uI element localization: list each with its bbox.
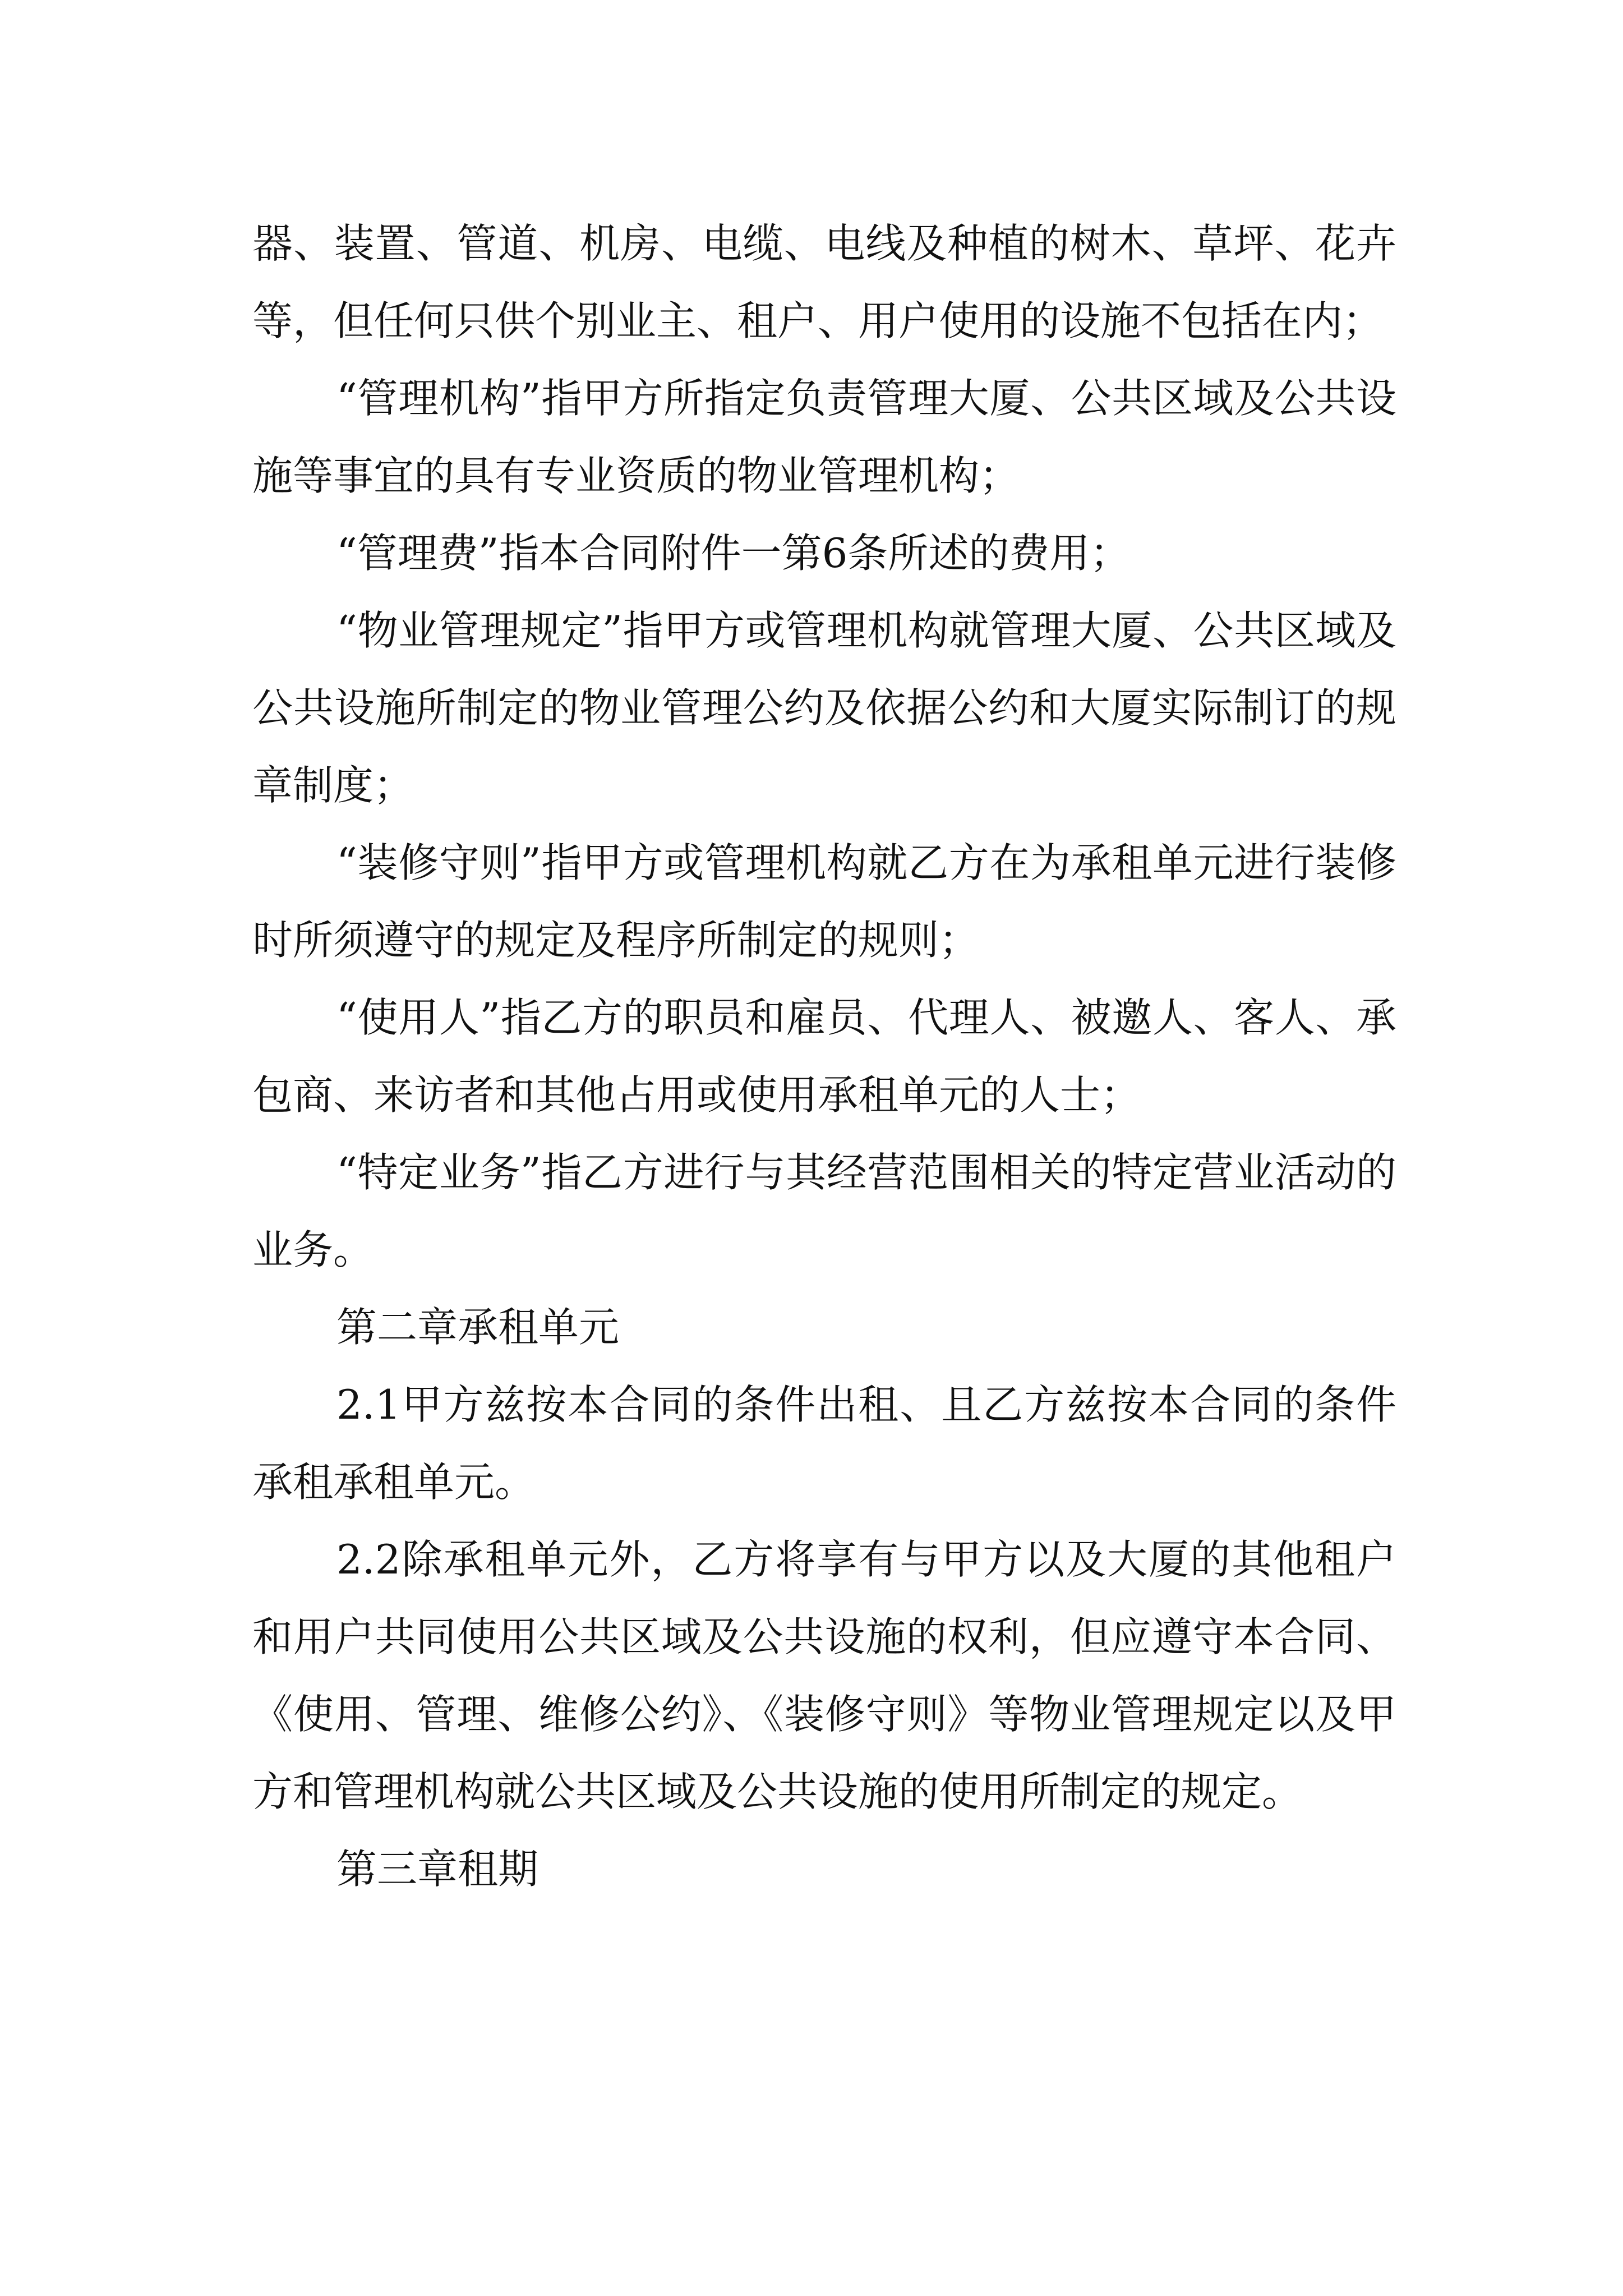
clause-2-1: 2.1甲方兹按本合同的条件出租、且乙方兹按本合同的条件承租承租单元。 [252, 1381, 1396, 1506]
document-body [252, 205, 1396, 1908]
paragraph-property-rules-definition: “物业管理规定”指甲方或管理机构就管理大厦、公共区域及公共设施所制定的物业管理公约及依据公约和大厦实际制订的规章制度； [252, 607, 1396, 809]
paragraph-management-agency-definition: “管理机构”指甲方所指定负责管理大厦、公共区域及公共设施等事宜的具有专业资质的物业管理机构； [252, 375, 1396, 499]
paragraph-user-definition: “使用人”指乙方的职员和雇员、代理人、被邀人、客人、承包商、来访者和其他占用或使用承租单元的人士； [252, 994, 1396, 1119]
chapter-heading-lease-term: 第三章租期 [336, 1846, 539, 1893]
chapter-heading-leased-unit: 第二章承租单元 [336, 1304, 620, 1351]
clause-2-2: 2.2除承租单元外，乙方将享有与甲方以及大厦的其他租户和用户共同使用公共区域及公共设施的权利，但应遵守本合同、《使用、管理、维修公约》、《装修守则》等物业管理规定以及甲方和管理机构就公共区域及公共设施的使用所制定的规定。 [252, 1536, 1396, 1815]
paragraph-renovation-rules-definition: “装修守则”指甲方或管理机构就乙方在为承租单元进行装修时所须遵守的规定及程序所制定的规则； [252, 839, 1396, 964]
paragraph-management-fee-definition: “管理费”指本合同附件一第6条所述的费用； [336, 530, 1131, 577]
paragraph-specific-business-definition: “特定业务”指乙方进行与其经营范围相关的特定营业活动的业务。 [252, 1149, 1396, 1273]
paragraph-facilities-definition: 器、装置、管道、机房、电缆、电线及种植的树木、草坪、花卉等，但任何只供个别业主、租户、用户使用的设施不包括在内； [252, 220, 1396, 344]
